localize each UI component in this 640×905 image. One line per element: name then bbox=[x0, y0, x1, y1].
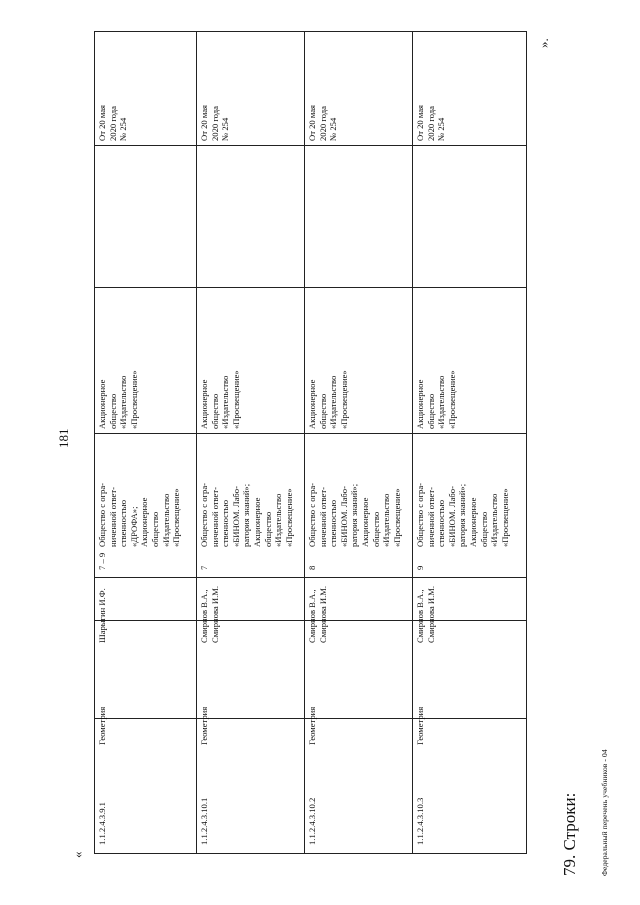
grade-cell bbox=[415, 566, 426, 570]
subject-cell bbox=[199, 707, 210, 745]
table-row-border bbox=[526, 31, 527, 854]
publisher-line: Общество с огра- bbox=[415, 483, 425, 547]
table-field-border bbox=[94, 287, 527, 288]
grade-cell bbox=[97, 553, 108, 570]
authors-line: Смирнова И.М. bbox=[209, 585, 220, 643]
publisher-line: ниченной ответ- bbox=[107, 487, 118, 547]
publisher-line: «ДРОФА»; bbox=[128, 506, 139, 547]
table-row-border bbox=[412, 31, 413, 854]
authors-line: Смирнов В.А., bbox=[415, 589, 425, 643]
publisher-line: Общество с огра- bbox=[307, 483, 317, 547]
publisher-line: «Просвещение» bbox=[283, 488, 294, 547]
publisher2-line: «Издательство bbox=[436, 375, 447, 429]
authors-line: Смирнов В.А., bbox=[307, 589, 317, 643]
authors-cell bbox=[199, 586, 220, 643]
order-line: От 20 мая bbox=[97, 105, 107, 141]
publisher2-line: Акционерное bbox=[307, 379, 317, 429]
authors-cell bbox=[307, 586, 328, 643]
publisher-cell bbox=[97, 483, 182, 547]
order-line: 2020 года bbox=[209, 106, 220, 141]
publisher2-line: «Просвещение» bbox=[230, 370, 241, 429]
publisher2-line: общество bbox=[107, 393, 118, 429]
order-line: От 20 мая bbox=[307, 105, 317, 141]
publisher-line: «Издательство bbox=[489, 493, 500, 547]
publisher-line: «Издательство bbox=[273, 493, 284, 547]
authors-line: Шарыгин И.Ф. bbox=[97, 588, 107, 643]
publisher-cell bbox=[307, 483, 402, 547]
publisher2-line: Акционерное bbox=[199, 379, 209, 429]
grade-cell bbox=[199, 566, 210, 570]
order-cell bbox=[307, 105, 339, 141]
subject-line: Геометрия bbox=[307, 706, 317, 745]
publisher-line: Акционерное bbox=[251, 497, 262, 547]
publisher-line: «Просвещение» bbox=[391, 488, 402, 547]
order-cell bbox=[415, 105, 447, 141]
order-line: 2020 года bbox=[317, 106, 328, 141]
code-line: 1.1.2.4.3.10.1 bbox=[199, 797, 209, 845]
code-cell bbox=[307, 798, 318, 845]
subject-cell bbox=[97, 707, 108, 745]
publisher2-line: «Издательство bbox=[328, 375, 339, 429]
code-line: 1.1.2.4.3.10.2 bbox=[307, 797, 317, 845]
publisher2-line: «Просвещение» bbox=[446, 370, 457, 429]
order-line: № 254 bbox=[118, 117, 129, 141]
publisher-line: «Издательство bbox=[160, 493, 171, 547]
order-line: № 254 bbox=[436, 117, 447, 141]
code-cell bbox=[97, 802, 108, 845]
table-row-border bbox=[304, 31, 305, 854]
code-cell bbox=[415, 798, 426, 845]
publisher-line: ственностью bbox=[118, 499, 129, 547]
order-line: 2020 года bbox=[107, 106, 118, 141]
table-row-border bbox=[196, 31, 197, 854]
subject-line: Геометрия bbox=[97, 706, 107, 745]
subject-line: Геометрия bbox=[415, 706, 425, 745]
publisher-line: общество bbox=[149, 511, 160, 547]
publisher2-line: общество bbox=[317, 393, 328, 429]
code-line: 1.1.2.4.3.9.1 bbox=[97, 802, 107, 845]
publisher-line: Общество с огра- bbox=[199, 483, 209, 547]
publisher-cell bbox=[415, 483, 510, 547]
subject-line: Геометрия bbox=[199, 706, 209, 745]
authors-cell bbox=[415, 586, 436, 643]
section-heading: 79. Строки: bbox=[560, 792, 579, 876]
publisher-cell bbox=[199, 483, 294, 547]
table-row-border bbox=[94, 31, 95, 854]
order-cell bbox=[199, 105, 231, 141]
publisher-line: «Просвещение» bbox=[499, 488, 510, 547]
authors-cell bbox=[97, 588, 108, 643]
publisher-line: Акционерное bbox=[467, 497, 478, 547]
publisher2-line: Акционерное bbox=[415, 379, 425, 429]
publisher-line: ратория знаний»; bbox=[349, 483, 360, 547]
subject-cell bbox=[415, 707, 426, 745]
order-line: № 254 bbox=[328, 117, 339, 141]
order-line: От 20 мая bbox=[199, 105, 209, 141]
grade-line: 7 – 9 bbox=[97, 552, 107, 570]
footer-text: Федеральный перечень учебников - 04 bbox=[600, 749, 609, 876]
grade-cell bbox=[307, 566, 318, 570]
publisher2-line: «Просвещение» bbox=[128, 370, 139, 429]
order-line: № 254 bbox=[220, 117, 231, 141]
publisher2-cell bbox=[415, 370, 457, 429]
code-cell bbox=[199, 798, 210, 845]
publisher-line: общество bbox=[262, 511, 273, 547]
table-field-border bbox=[94, 31, 527, 32]
publisher2-line: общество bbox=[209, 393, 220, 429]
publisher-line: Акционерное bbox=[359, 497, 370, 547]
publisher2-cell bbox=[307, 370, 349, 429]
closing-quote: ». bbox=[536, 38, 551, 48]
table-field-border bbox=[94, 145, 527, 146]
authors-line: Смирнова И.М. bbox=[317, 585, 328, 643]
publisher-line: ратория знаний»; bbox=[457, 483, 468, 547]
subject-cell bbox=[307, 707, 318, 745]
publisher-line: ниченной ответ- bbox=[317, 487, 328, 547]
publisher-line: ратория знаний»; bbox=[241, 483, 252, 547]
publisher2-line: «Издательство bbox=[118, 375, 129, 429]
publisher2-line: «Просвещение» bbox=[338, 370, 349, 429]
publisher-line: Общество с огра- bbox=[97, 483, 107, 547]
publisher-line: «БИНОМ. Лабо- bbox=[446, 486, 457, 547]
publisher-line: ниченной ответ- bbox=[209, 487, 220, 547]
publisher-line: «Издательство bbox=[381, 493, 392, 547]
publisher-line: Акционерное bbox=[139, 497, 150, 547]
grade-line: 8 bbox=[307, 565, 317, 570]
authors-line: Смирнова И.М. bbox=[425, 585, 436, 643]
order-line: От 20 мая bbox=[415, 105, 425, 141]
publisher-line: ственностью bbox=[328, 499, 339, 547]
publisher-line: «БИНОМ. Лабо- bbox=[338, 486, 349, 547]
opening-quote: « bbox=[70, 851, 85, 858]
publisher-line: общество bbox=[370, 511, 381, 547]
publisher2-line: общество bbox=[425, 393, 436, 429]
authors-line: Смирнов В.А., bbox=[199, 589, 209, 643]
publisher-line: общество bbox=[478, 511, 489, 547]
table-field-border bbox=[94, 433, 527, 434]
textbook-table bbox=[94, 31, 526, 853]
publisher-line: ственностью bbox=[436, 499, 447, 547]
publisher2-cell bbox=[97, 370, 139, 429]
order-line: 2020 года bbox=[425, 106, 436, 141]
code-line: 1.1.2.4.3.10.3 bbox=[415, 797, 425, 845]
order-cell bbox=[97, 105, 129, 141]
publisher2-cell bbox=[199, 370, 241, 429]
publisher-line: ственностью bbox=[220, 499, 231, 547]
table-field-border bbox=[94, 577, 527, 578]
publisher2-line: Акционерное bbox=[97, 379, 107, 429]
publisher-line: «БИНОМ. Лабо- bbox=[230, 486, 241, 547]
publisher-line: «Просвещение» bbox=[171, 488, 182, 547]
grade-line: 7 bbox=[199, 565, 209, 570]
grade-line: 9 bbox=[415, 565, 425, 570]
table-field-border bbox=[94, 853, 527, 854]
publisher-line: ниченной ответ- bbox=[425, 487, 436, 547]
page-number: 181 bbox=[56, 428, 71, 448]
publisher2-line: «Издательство bbox=[220, 375, 231, 429]
